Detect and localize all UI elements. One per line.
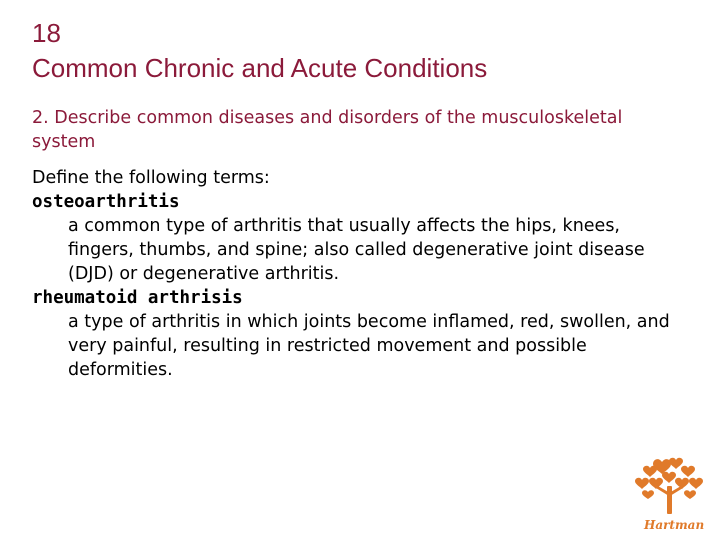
intro-text: Define the following terms:: [32, 168, 270, 188]
chapter-title: Common Chronic and Acute Conditions: [32, 53, 488, 83]
slide-title: [32, 16, 487, 86]
hartman-logo: [632, 452, 708, 536]
objective-heading: 2. Describe common diseases and disorders of the musculoskeletal system: [32, 108, 623, 152]
chapter-number: 18: [32, 18, 61, 48]
term-rheumatoid-arthrisis: rheumatoid arthrisis: [32, 288, 243, 308]
definition-osteoarthritis: a common type of arthritis that usually affects the hips, knees, fingers, thumbs, and spine; also called degenerative joint disease (DJD) or degenerative arthritis.: [68, 216, 645, 284]
heart-tree-icon: [632, 452, 708, 518]
term-osteoarthritis: osteoarthritis: [32, 192, 180, 212]
logo-wordmark: Hartman: [644, 518, 705, 532]
definition-rheumatoid-arthrisis: a type of arthritis in which joints become inflamed, red, swollen, and very painful, resulting in restricted movement and possible deformities.: [68, 312, 670, 380]
slide-body: [32, 166, 682, 382]
